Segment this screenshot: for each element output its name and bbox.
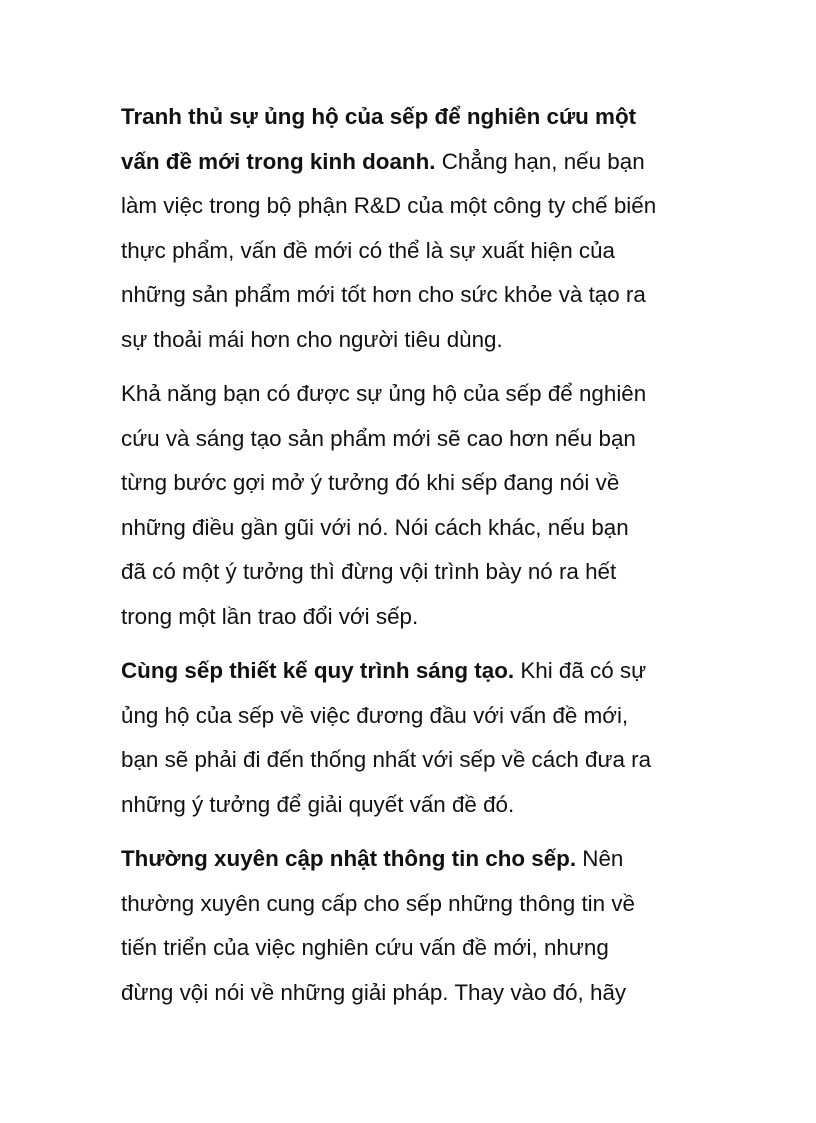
line-text: đừng vội nói về những giải pháp. Thay vào đó, hãy — [121, 979, 627, 1005]
line-text: những điều gần gũi với nó. Nói cách khác, nếu bạn — [121, 514, 629, 540]
line-text: tiến triển của việc nghiên cứu vấn đề mới, nhưng — [121, 935, 609, 960]
line — [121, 550, 711, 595]
line — [121, 184, 711, 229]
line-text: Khả năng bạn có được sự ủng hộ của sếp để nghiên — [121, 381, 647, 406]
line-text: thực phẩm, vấn đề mới có thể là sự xuất hiện của — [121, 237, 615, 263]
bold-heading: Tranh thủ sự ủng hộ của sếp để nghiên cứu một — [121, 104, 637, 129]
bold-heading: vấn đề mới trong kinh doanh. — [121, 148, 436, 174]
line-text: Khi đã có sự — [514, 658, 647, 683]
line-text: cứu và sáng tạo sản phẩm mới sẽ cao hơn nếu bạn — [121, 425, 636, 451]
line-text: những ý tưởng để giải quyết vấn đề đó. — [121, 791, 515, 817]
line — [121, 694, 711, 739]
line — [121, 318, 711, 363]
paragraph-4 — [121, 837, 711, 1015]
line — [121, 461, 711, 506]
bold-heading: Thường xuyên cập nhật thông tin cho sếp. — [121, 846, 577, 871]
line-text: thường xuyên cung cấp cho sếp những thông tin về — [121, 890, 635, 916]
line — [121, 506, 711, 551]
line-text: ủng hộ của sếp về việc đương đầu với vấn đề mới, — [121, 702, 629, 728]
document-page — [121, 95, 711, 1025]
line — [121, 738, 711, 783]
bold-heading: Cùng sếp thiết kế quy trình sáng tạo. — [121, 658, 515, 683]
line-text: làm việc trong bộ phận R&D của một công ty chế biến — [121, 193, 657, 218]
line — [121, 971, 711, 1016]
line-text: Chẳng hạn, nếu bạn — [435, 148, 645, 174]
paragraph-1 — [121, 95, 711, 362]
line — [121, 837, 711, 882]
line — [121, 417, 711, 462]
line — [121, 140, 711, 185]
line-text: từng bước gợi mở ý tưởng đó khi sếp đang nói về — [121, 470, 620, 495]
line — [121, 229, 711, 274]
line — [121, 926, 711, 971]
line — [121, 372, 711, 417]
line-text: những sản phẩm mới tốt hơn cho sức khỏe và tạo ra — [121, 282, 646, 307]
line-text: đã có một ý tưởng thì đừng vội trình bày nó ra hết — [121, 559, 617, 584]
paragraph-3 — [121, 649, 711, 827]
line — [121, 595, 711, 640]
line-text: sự thoải mái hơn cho người tiêu dùng. — [121, 326, 503, 352]
paragraph-2 — [121, 372, 711, 639]
line — [121, 95, 711, 140]
line — [121, 649, 711, 694]
line-text: Nên — [576, 846, 624, 871]
line-text: trong một lần trao đổi với sếp. — [121, 603, 419, 629]
line — [121, 882, 711, 927]
line — [121, 783, 711, 828]
line-text: bạn sẽ phải đi đến thống nhất với sếp về cách đưa ra — [121, 747, 652, 772]
line — [121, 273, 711, 318]
